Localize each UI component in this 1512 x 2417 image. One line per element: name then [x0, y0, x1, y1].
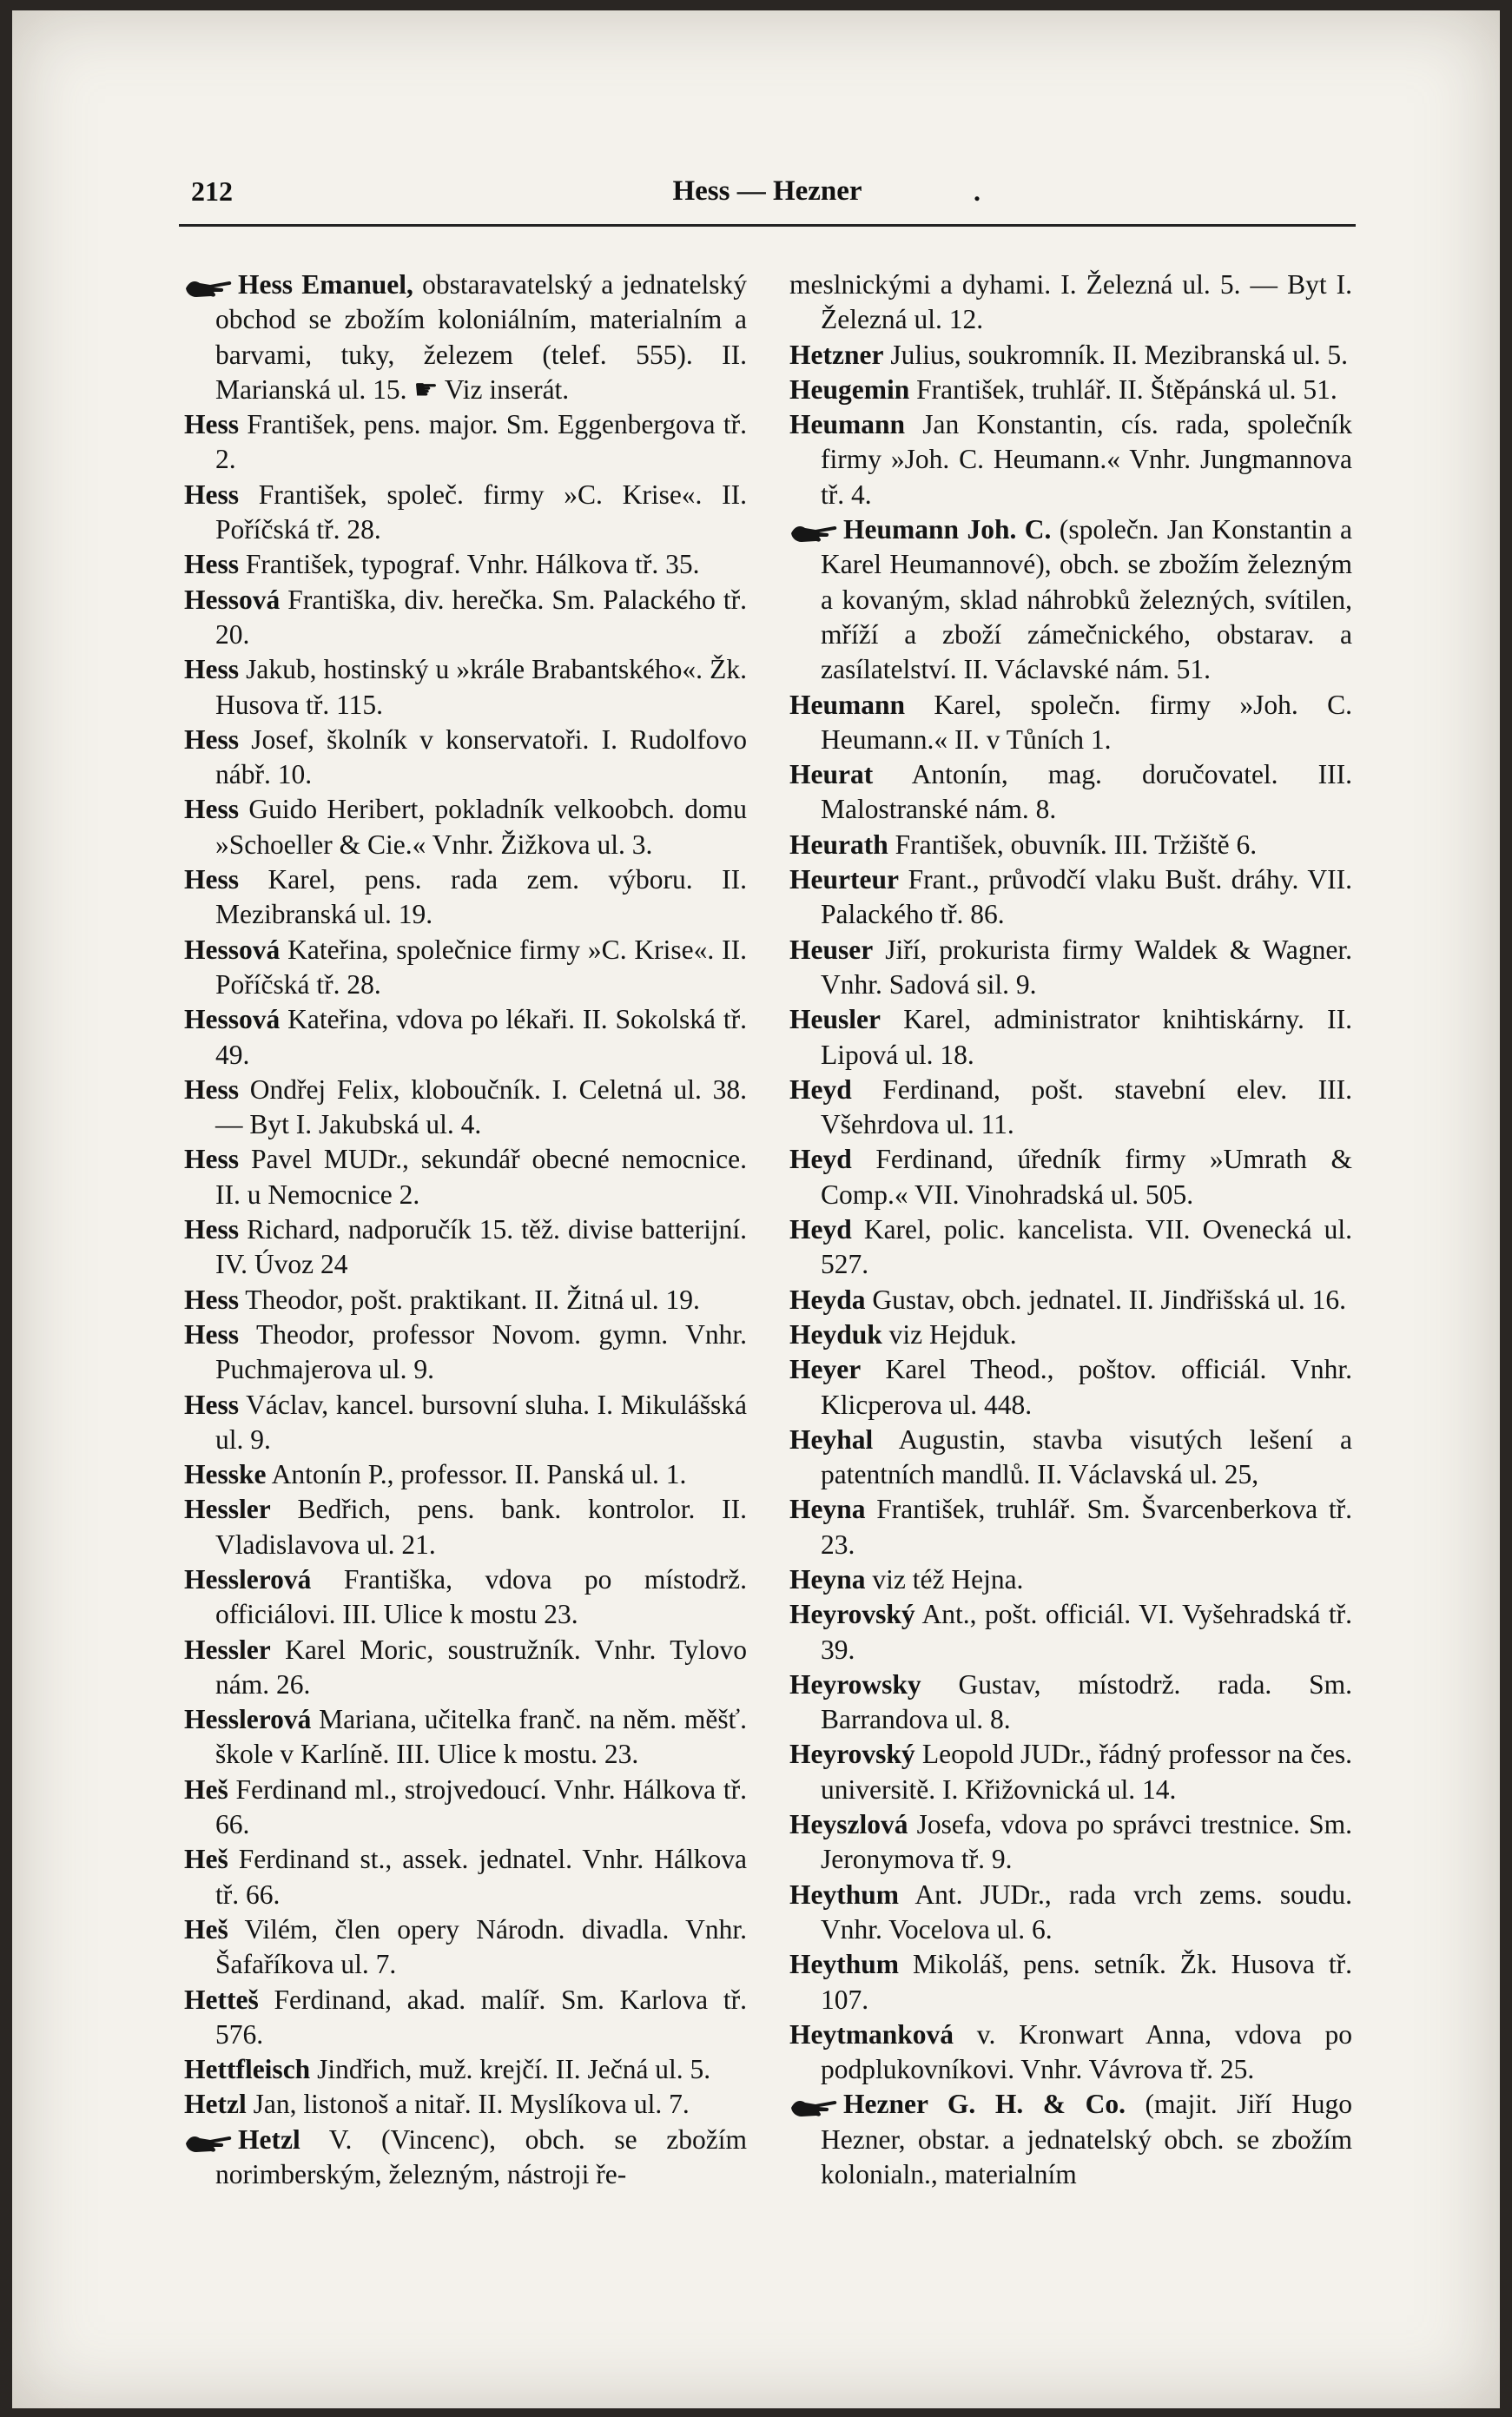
entry-surname: Heurteur [789, 864, 899, 895]
directory-entry [789, 1597, 1352, 1667]
entry-surname: Heyer [789, 1354, 862, 1385]
directory-entry [789, 1878, 1352, 1948]
entry-surname: Hess [184, 409, 239, 440]
directory-entry [184, 723, 747, 793]
directory-entry [184, 933, 747, 1003]
entry-surname: Hettfleisch [184, 2054, 311, 2085]
entry-surname: Heyda [789, 1284, 866, 1315]
directory-entry [789, 1947, 1352, 2017]
directory-entry [789, 1492, 1352, 1562]
directory-entry [184, 1492, 747, 1562]
entry-surname: Hess [184, 654, 239, 685]
directory-entry [789, 862, 1352, 933]
entry-details: Theodor, pošt. praktikant. II. Žitná ul. 19. [239, 1284, 700, 1315]
entry-surname: Heš [184, 1844, 228, 1875]
entry-details: Karel Moric, soustružník. Vnhr. Tylovo nám. 26. [215, 1634, 747, 1700]
entry-details: Frant., průvodčí vlaku Bušt. dráhy. VII. Palackého tř. 86. [821, 864, 1352, 930]
entry-surname: Heyrowsky [789, 1668, 921, 1700]
entry-surname: Heytmanková [789, 2018, 954, 2050]
entry-surname: Hess Emanuel, [238, 269, 413, 300]
entry-surname: Hess [184, 864, 239, 895]
entry-surname: Heugemin [789, 373, 910, 405]
entry-details: Kateřina, společnice firmy »C. Krise«. II. Poříčská tř. 28. [215, 934, 747, 1000]
directory-entry [789, 1807, 1352, 1878]
entry-surname: Hesske [184, 1459, 267, 1490]
directory-entry [789, 1667, 1352, 1738]
entry-surname: Hess [184, 794, 239, 825]
directory-page [12, 10, 1500, 2408]
entry-details: Pavel MUDr., sekundář obecné nemocnice. II. u Nemocnice 2. [215, 1144, 747, 1210]
directory-entry [789, 757, 1352, 828]
directory-entry [789, 1073, 1352, 1143]
entry-surname: Heyd [789, 1144, 852, 1175]
directory-entry [789, 373, 1352, 407]
directory-entry [789, 1423, 1352, 1493]
directory-entry [184, 407, 747, 478]
entry-details: Julius, soukromník. II. Mezibranská ul. 5. [883, 339, 1348, 370]
directory-entry [789, 1737, 1352, 1807]
entry-details: (majit. Jiří Hugo Hezner, obstar. a jednatelský obch. se zbožím kolonialn., materialním [821, 2089, 1352, 2190]
entry-surname: Heythum [789, 1949, 899, 1980]
directory-entry [184, 1317, 747, 1388]
entry-details: Guido Heribert, pokladník velkoobch. domu »Schoeller & Cie.« Vnhr. Žižkova ul. 3. [215, 794, 747, 860]
entry-details: V. (Vincenc), obch. se zbožím norimberským, železným, nástroji ře- [215, 2123, 747, 2190]
directory-entry [184, 1283, 747, 1317]
entry-surname: Heyna [789, 1563, 866, 1595]
pointing-hand-icon [184, 276, 233, 299]
entry-surname: Heyszlová [789, 1809, 908, 1840]
entry-surname: Heuser [789, 934, 874, 965]
entry-details: Jan, listonoš a nitař. II. Myslíkova ul. 7. [246, 2089, 690, 2120]
entry-surname: Hess [184, 549, 239, 580]
entry-details: Jan Konstantin, cís. rada, společník firmy »Joh. C. Heumann.« Vnhr. Jungmannova tř. 4. [821, 409, 1352, 510]
directory-entry [789, 1352, 1352, 1423]
directory-entry [789, 2017, 1352, 2088]
directory-entry [789, 407, 1352, 512]
entry-details: Leopold JUDr., řádný professor na čes. universitě. I. Křižovnická ul. 14. [821, 1739, 1352, 1805]
header-dot: . [974, 175, 980, 207]
directory-entry [184, 1457, 747, 1492]
entry-details: obstaravatelský a jednatelský obchod se zbožím koloniálním, materialním a barvami, tuky, železem (telef. 555). II. Marianská ul. 15. ☛ Viz inserát. [215, 269, 747, 405]
entry-surname: Heyduk [789, 1318, 882, 1350]
entry-surname: Hess [184, 1284, 239, 1315]
entry-details: Mariana, učitelka franč. na něm. měšť. škole v Karlíně. III. Ulice k mostu. 23. [215, 1704, 747, 1770]
entry-details: Josefa, vdova po správci trestnice. Sm. Jeronymova tř. 9. [821, 1809, 1352, 1875]
page-number: 212 [191, 175, 233, 207]
entry-details: Ferdinand st., assek. jednatel. Vnhr. Hálkova tř. 66. [215, 1844, 747, 1910]
entry-details: Theodor, professor Novom. gymn. Vnhr. Puchmajerova ul. 9. [215, 1318, 747, 1385]
entry-details: Jiří, prokurista firmy Waldek & Wagner. Vnhr. Sadová sil. 9. [821, 934, 1352, 1000]
directory-entry [184, 1002, 747, 1073]
entry-surname: Heumann [789, 409, 906, 440]
entry-surname: Heurath [789, 829, 888, 860]
entry-details: Antonín P., professor. II. Panská ul. 1. [266, 1459, 687, 1490]
entry-details: Karel, administrator knihtiskárny. II. Lipová ul. 18. [821, 1004, 1352, 1070]
directory-entry [184, 1842, 747, 1912]
entry-details: meslnickými a dyhami. I. Železná ul. 5. — Byt I. Železná ul. 12. [789, 269, 1352, 335]
entry-details: Františka, vdova po místodrž. officiálovi. III. Ulice k mostu 23. [215, 1563, 747, 1630]
directory-entry [184, 1212, 747, 1283]
directory-entry [184, 583, 747, 653]
pointing-hand-icon [789, 521, 838, 544]
page-header [179, 175, 1356, 227]
directory-entry [789, 828, 1352, 862]
entry-details: v. Kronwart Anna, vdova po podplukovníkovi. Vnhr. Vávrova tř. 25. [821, 2018, 1352, 2085]
entry-details: František, truhlář. Sm. Švarcenberkova tř. 23. [821, 1494, 1352, 1560]
pointing-hand-icon [184, 2131, 233, 2154]
entry-details: František, společ. firmy »C. Krise«. II. Poříčská tř. 28. [215, 479, 747, 545]
entry-surname: Hezner G. H. & Co. [843, 2089, 1126, 2120]
entry-surname: Heyrovský [789, 1739, 915, 1770]
directory-entry [184, 1388, 747, 1458]
directory-entry [789, 1283, 1352, 1317]
entry-details: Františka, div. herečka. Sm. Palackého tř. 20. [215, 584, 747, 650]
directory-entry [789, 1002, 1352, 1073]
entry-details: Karel Theod., poštov. officiál. Vnhr. Klicperova ul. 448. [821, 1354, 1352, 1420]
entry-surname: Hess [184, 1318, 239, 1350]
entry-details: Gustav, místodrž. rada. Sm. Barrandova ul. 8. [821, 1668, 1352, 1735]
entry-details: Gustav, obch. jednatel. II. Jindřišská ul. 16. [865, 1284, 1346, 1315]
entry-details: Ferdinand, akad. malíř. Sm. Karlova tř. 576. [215, 1984, 747, 2050]
entry-details: Antonín, mag. doručovatel. III. Malostranské nám. 8. [821, 759, 1352, 825]
entry-surname: Hetzner [789, 339, 884, 370]
entry-surname: Hess [184, 1144, 239, 1175]
entry-surname: Heyna [789, 1494, 866, 1525]
entry-details: Mikoláš, pens. setník. Žk. Husova tř. 107. [821, 1949, 1352, 2015]
entry-surname: Heš [184, 1913, 228, 1945]
directory-entry [184, 267, 747, 407]
entry-details: František, pens. major. Sm. Eggenbergova tř. 2. [215, 409, 747, 475]
entry-surname: Hetzl [184, 2089, 247, 2120]
entry-details: Richard, nadporučík 15. těž. divise batterijní. IV. Úvoz 24 [215, 1214, 747, 1280]
entry-surname: Hesslerová [184, 1704, 312, 1735]
entry-details: viz Hejduk. [881, 1318, 1017, 1350]
entry-surname: Hessová [184, 934, 281, 965]
entry-details: Karel, pens. rada zem. výboru. II. Mezibranská ul. 19. [215, 864, 747, 930]
entry-surname: Hessler [184, 1494, 271, 1525]
directory-entry [789, 1317, 1352, 1352]
directory-entry [184, 1983, 747, 2053]
entry-details: Václav, kancel. bursovní sluha. I. Mikulášská ul. 9. [215, 1389, 747, 1455]
directory-entry [184, 1073, 747, 1143]
entry-details: viz též Hejna. [865, 1563, 1024, 1595]
directory-entry [184, 547, 747, 582]
entry-details: Karel, polic. kancelista. VII. Ovenecká ul. 527. [821, 1214, 1352, 1280]
entry-surname: Hessová [184, 584, 281, 615]
directory-entry [184, 1702, 747, 1773]
entry-surname: Hetteš [184, 1984, 259, 2015]
entry-surname: Hetzl [238, 2123, 300, 2155]
left-column [184, 267, 747, 2256]
entry-details: František, typograf. Vnhr. Hálkova tř. 35. [239, 549, 700, 580]
entry-details: Ant., pošt. officiál. VI. Vyšehradská tř. 39. [821, 1599, 1352, 1665]
entry-surname: Hess [184, 1073, 239, 1105]
entry-surname: Heyd [789, 1214, 852, 1245]
entry-surname: Heš [184, 1773, 228, 1805]
directory-entry [789, 933, 1352, 1003]
directory-entry [789, 1212, 1352, 1283]
pointing-hand-icon [789, 2096, 838, 2118]
entry-surname: Hessová [184, 1004, 281, 1035]
entry-surname: Heusler [789, 1004, 881, 1035]
directory-entry [184, 792, 747, 862]
entry-details: Jakub, hostinský u »krále Brabantského«. Žk. Husova tř. 115. [215, 654, 747, 720]
entry-surname: Heyd [789, 1073, 852, 1105]
directory-entry [184, 1562, 747, 1633]
entry-surname: Heythum [789, 1879, 899, 1910]
entry-surname: Hessler [184, 1634, 271, 1665]
directory-entry [184, 478, 747, 548]
entry-details: Jindřich, muž. krejčí. II. Ječná ul. 5. [310, 2054, 711, 2085]
directory-entry [184, 1633, 747, 1703]
entry-details: Josef, školník v konservatoři. I. Rudolfovo nábř. 10. [215, 723, 747, 790]
directory-entry [789, 688, 1352, 758]
entry-details: Kateřina, vdova po lékaři. II. Sokolská tř. 49. [215, 1004, 747, 1070]
directory-entry [789, 1562, 1352, 1597]
entry-surname: Hess [184, 479, 239, 510]
entry-details: Ferdinand, úředník firmy »Umrath & Comp.« VII. Vinohradská ul. 505. [821, 1144, 1352, 1210]
directory-entry [789, 267, 1352, 338]
directory-entry [184, 2123, 747, 2193]
entry-surname: Heurat [789, 759, 874, 790]
entry-details: František, truhlář. II. Štěpánská ul. 51. [909, 373, 1337, 405]
entry-surname: Heyhal [789, 1423, 874, 1455]
entry-details: Karel, společn. firmy »Joh. C. Heumann.« II. v Tůních 1. [821, 689, 1352, 755]
right-column [789, 267, 1352, 2256]
entry-details: (společn. Jan Konstantin a Karel Heumannové), obch. se zbožím železným a kovaným, sklad náhrobků železných, svítilen, mříží a zboží zámečnického, obstarav. a zasílatelství. II. Václavské nám. 51. [821, 514, 1352, 685]
entry-surname: Hess [184, 1389, 239, 1420]
entry-details: Vilém, člen opery Národn. divadla. Vnhr. Šafaříkova ul. 7. [215, 1913, 747, 1980]
entry-details: Ferdinand, pošt. stavební elev. III. Všehrdova ul. 11. [821, 1073, 1352, 1140]
entry-details: Augustin, stavba visutých lešení a patentních mandlů. II. Václavská ul. 25, [821, 1423, 1352, 1490]
directory-entry [789, 2087, 1352, 2192]
entry-details: Ferdinand ml., strojvedoucí. Vnhr. Hálkova tř. 66. [215, 1773, 747, 1840]
entry-surname: Heyrovský [789, 1599, 915, 1630]
directory-entry [184, 1142, 747, 1212]
entry-details: František, obuvník. III. Tržiště 6. [888, 829, 1258, 860]
running-title: Hess — Hezner [672, 175, 862, 207]
directory-entry [184, 1773, 747, 1843]
directory-entry [184, 652, 747, 723]
directory-entry [789, 338, 1352, 373]
entry-surname: Hess [184, 1214, 239, 1245]
directory-entry [789, 1142, 1352, 1212]
directory-entry [184, 1912, 747, 1983]
directory-entry [184, 862, 747, 933]
directory-entry [184, 2087, 747, 2122]
entry-surname: Heumann Joh. C. [843, 514, 1052, 545]
entry-details: Bedřich, pens. bank. kontrolor. II. Vladislavova ul. 21. [215, 1494, 747, 1560]
directory-entry [789, 512, 1352, 687]
entry-surname: Heumann [789, 689, 906, 720]
entry-details: Ant. JUDr., rada vrch zems. soudu. Vnhr. Vocelova ul. 6. [821, 1879, 1352, 1945]
entry-surname: Hess [184, 723, 239, 755]
entry-details: Ondřej Felix, kloboučník. I. Celetná ul. 38. — Byt I. Jakubská ul. 4. [215, 1073, 747, 1140]
entry-surname: Hesslerová [184, 1563, 312, 1595]
directory-entry [184, 2052, 747, 2087]
